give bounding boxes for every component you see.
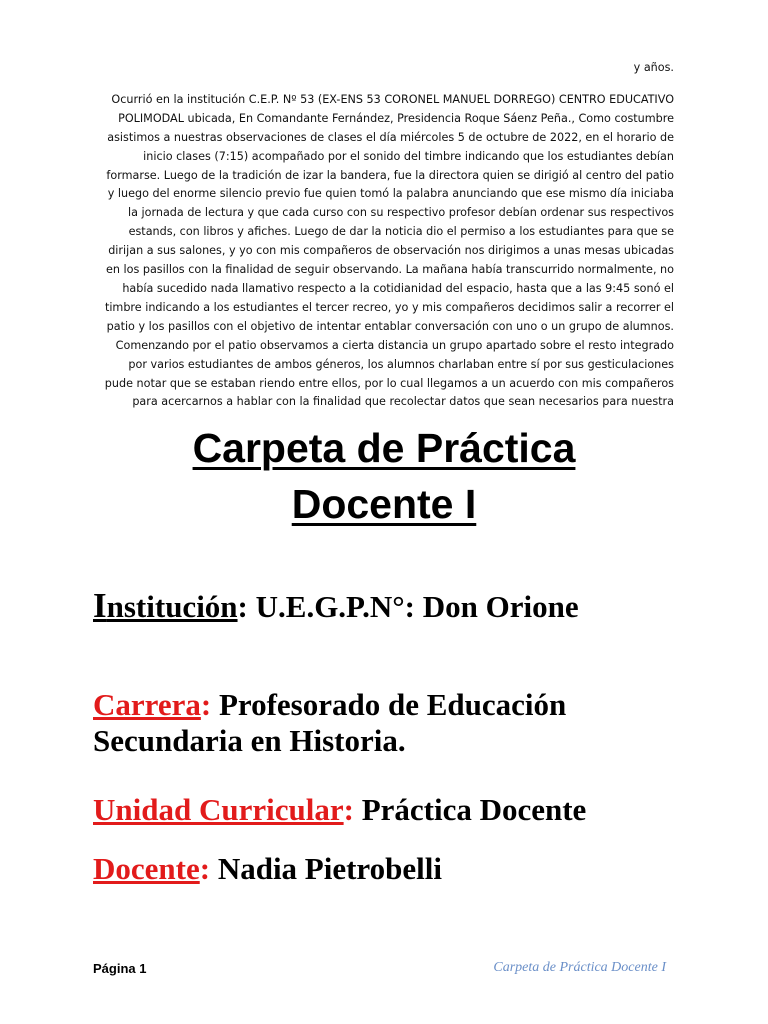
overflow-line: Comenzando por el patio observamos a cierta distancia un grupo apartado sobre el resto integrado [115,338,674,352]
carrera-colon: : [200,687,212,722]
overflow-line: dirijan a sus salones, y yo con mis compañeros de observación nos dirigimos a unas mesas ubicadas [108,244,674,258]
overflow-line: y luego del enorme silencio previo fue quien tomó la palabra anunciando que ese mismo día iniciaba [107,187,674,201]
overflow-paragraph [90,59,674,412]
institucion-label [93,586,238,625]
overflow-line: POLIMODAL ubicada, En Comandante Fernández, Presidencia Roque Sáenz Peña., Como costumbre [118,111,674,125]
running-header-title: Carpeta de Práctica Docente I [493,960,666,975]
carrera-value-line-1: Profesorado de Educación [211,687,567,722]
docente-label: Docente [93,851,200,886]
title-line-2: Docente I [291,481,477,527]
docente-value: Nadia Pietrobelli [210,851,442,886]
docente-colon: : [199,851,211,886]
institucion-label-initial: I [93,586,107,625]
overflow-line: estands, con libros y afiches. Luego de dar la noticia dio el permiso a los estudiantes para que se [128,225,674,239]
overflow-line: Ocurrió en la institución C.E.P. Nº 53 (EX-ENS 53 CORONEL MANUEL DORREGO) CENTRO EDUCATIVO [111,92,674,106]
overflow-line: para acercarnos a hablar con la finalidad que recolectar datos que sean necesarios para nuestra [132,395,674,409]
overflow-line: asistimos a nuestras observaciones de clases el día miércoles 5 de octubre de 2022, en el horario de [107,130,674,144]
document-title [0,420,768,532]
overflow-line: timbre indicando a los estudiantes el tercer recreo, yo y mis compañeros decidimos salir a recorrer el [104,300,674,314]
field-institucion [93,588,713,625]
carrera-value-line-2: Secundaria en Historia. [93,723,406,758]
overflow-line: pude notar que se estaban riendo entre ellos, por lo cual llegamos a un acuerdo con mis compañeros [104,376,674,390]
overflow-line: patio y los pasillos con el objetivo de intentar entablar conversación con uno o un grupo de alumnos. [106,319,674,333]
overflow-line: había sucedido nada llamativo respecto a la cotidianidad del espacio, hasta que a las 9:45 sonó el [122,281,674,295]
overflow-line: por varios estudiantes de ambos géneros, los alumnos charlaban entre sí por sus gesticulaciones [128,357,674,371]
institucion-value: U.E.G.P.N°: Don Orione [247,589,579,624]
overflow-line: formarse. Luego de la tradición de izar la bandera, fue la directora quien se dirigió al centro del patio [106,168,674,182]
institucion-colon: : [237,589,248,624]
field-carrera [93,687,713,759]
title-line-1: Carpeta de Práctica [192,425,576,471]
page-number: Página 1 [93,961,147,976]
institucion-label-rest: nstitución [106,589,238,624]
unidad-colon: : [343,792,354,827]
unidad-value: Práctica Docente [353,792,587,827]
overflow-line: en los pasillos con la finalidad de seguir observando. La mañana había transcurrido normalmente, no [105,263,674,277]
overflow-line: inicio clases (7:15) acompañado por el sonido del timbre indicando que los estudiantes debían [143,149,674,163]
carrera-label: Carrera [93,687,201,722]
overflow-tail: y años. [633,61,674,74]
field-unidad-curricular [93,792,713,828]
unidad-label: Unidad Curricular [93,792,344,827]
overflow-body [90,91,674,412]
field-docente [93,851,713,887]
overflow-line: la jornada de lectura y que cada curso con su respectivo profesor debían ordenar sus respectivos [127,206,674,220]
